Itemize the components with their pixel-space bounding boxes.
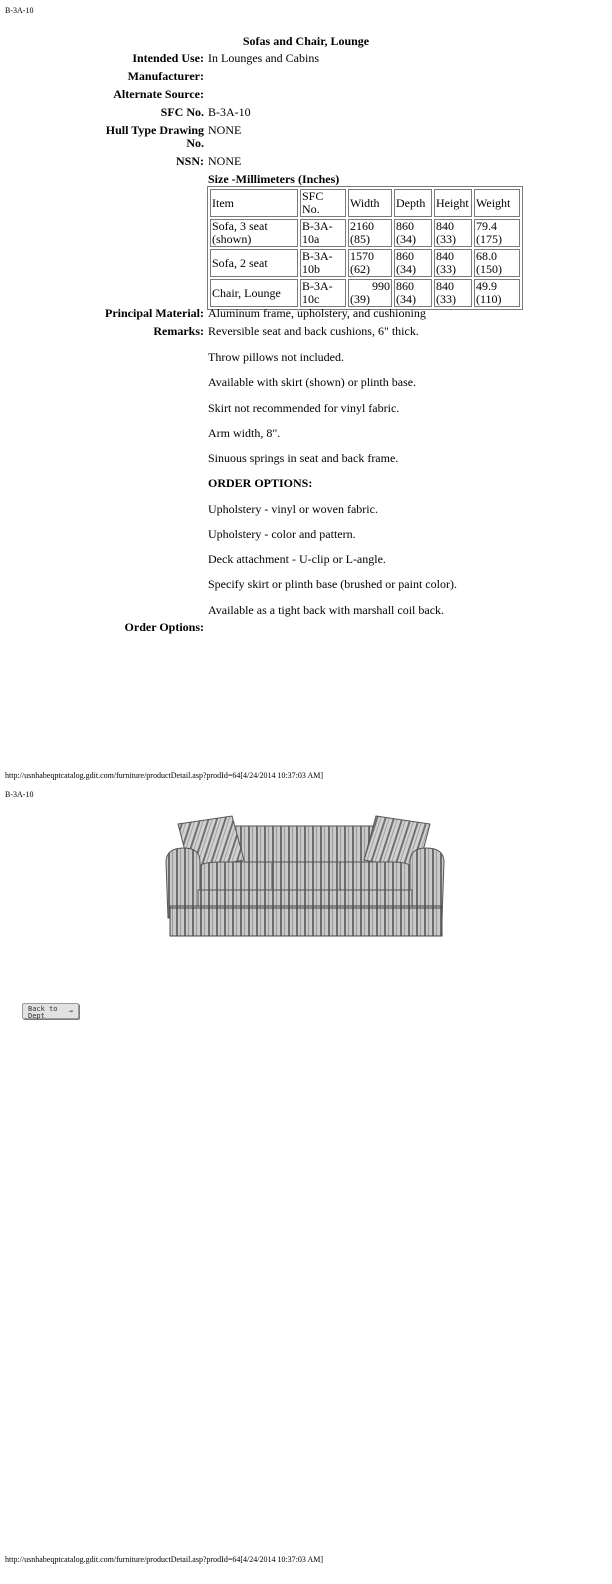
page-header-code: B-3A-10 — [5, 6, 34, 15]
remark-item: Skirt not recommended for vinyl fabric. — [208, 401, 400, 415]
page-header-code: B-3A-10 — [5, 790, 34, 799]
hull-value: NONE — [208, 123, 242, 137]
cell-height: 840 (33) — [434, 219, 472, 247]
sfc-label: SFC No. — [160, 105, 204, 119]
hull-label-line1: Hull Type Drawing — [105, 123, 204, 137]
alternate-source-label: Alternate Source: — [113, 87, 204, 101]
cell-depth: 860 (34) — [394, 219, 432, 247]
remark-item: Sinuous springs in seat and back frame. — [208, 451, 399, 465]
remark-item: Upholstery - color and pattern. — [208, 527, 356, 541]
table-row — [210, 279, 520, 307]
page-footer-url: http://usnhabeqptcatalog.gdit.com/furniture/productDetail.asp?prodId=64[4/24/2014 10:37:03 AM] — [5, 771, 324, 780]
cell-item: Chair, Lounge — [210, 279, 298, 307]
back-button-label-line1: Back to — [28, 1005, 58, 1013]
remark-item: Reversible seat and back cushions, 6" thick. — [208, 324, 419, 338]
principal-material-label: Principal Material: — [105, 306, 204, 320]
intended-use-label: Intended Use: — [132, 51, 204, 65]
cell-width: 1570 (62) — [348, 249, 392, 277]
nsn-label: NSN: — [175, 154, 204, 168]
cell-sfc: B-3A- 10c — [300, 279, 346, 307]
sofa-image — [160, 810, 450, 944]
table-row — [210, 219, 520, 247]
header-width: Width — [348, 189, 392, 217]
arrow-right-icon: → — [68, 1007, 73, 1015]
cell-width: 2160 (85) — [348, 219, 392, 247]
hull-label-line2: No. — [186, 136, 204, 150]
remark-item: Throw pillows not included. — [208, 350, 344, 364]
back-button-label-line2: Dept — [28, 1012, 45, 1020]
cell-item: Sofa, 2 seat — [210, 249, 298, 277]
back-to-dept-button[interactable] — [22, 1003, 79, 1019]
remark-item: Arm width, 8". — [208, 426, 281, 440]
size-table-header-row — [210, 189, 520, 217]
cell-weight: 49.9 (110) — [474, 279, 520, 307]
header-item: Item — [210, 189, 298, 217]
page-footer-url: http://usnhabeqptcatalog.gdit.com/furniture/productDetail.asp?prodId=64[4/24/2014 10:37:03 AM] — [5, 1555, 324, 1564]
cell-item: Sofa, 3 seat (shown) — [210, 219, 298, 247]
cell-weight: 68.0 (150) — [474, 249, 520, 277]
remark-item: Specify skirt or plinth base (brushed or paint color). — [208, 577, 457, 591]
remark-item: Deck attachment - U-clip or L-angle. — [208, 552, 386, 566]
remarks-label: Remarks: — [153, 324, 204, 338]
remark-item: Available as a tight back with marshall coil back. — [208, 603, 445, 617]
remark-item: Available with skirt (shown) or plinth base. — [208, 375, 417, 389]
nsn-value: NONE — [208, 154, 242, 168]
header-depth: Depth — [394, 189, 432, 217]
cell-weight: 79.4 (175) — [474, 219, 520, 247]
principal-material-value: Aluminum frame, upholstery, and cushioning — [208, 306, 426, 320]
product-title: Sofas and Chair, Lounge — [242, 34, 370, 48]
header-sfc: SFC No. — [300, 189, 346, 217]
size-table-title: Size -Millimeters (Inches) — [208, 172, 340, 186]
sfc-value: B-3A-10 — [208, 105, 251, 119]
table-row — [210, 249, 520, 277]
remark-item: Upholstery - vinyl or woven fabric. — [208, 502, 378, 516]
cell-height: 840 (33) — [434, 249, 472, 277]
header-weight: Weight — [474, 189, 520, 217]
cell-width: 990 (39) — [350, 279, 390, 306]
cell-height: 840 (33) — [434, 279, 472, 307]
cell-sfc: B-3A- 10b — [300, 249, 346, 277]
intended-use-value: In Lounges and Cabins — [208, 51, 319, 65]
order-options-label: Order Options: — [124, 620, 204, 634]
cell-sfc: B-3A- 10a — [300, 219, 346, 247]
cell-depth: 860 (34) — [394, 279, 432, 307]
manufacturer-label: Manufacturer: — [127, 69, 204, 83]
order-options-heading: ORDER OPTIONS: — [208, 476, 313, 490]
size-table — [207, 186, 523, 310]
header-height: Height — [434, 189, 472, 217]
cell-depth: 860 (34) — [394, 249, 432, 277]
